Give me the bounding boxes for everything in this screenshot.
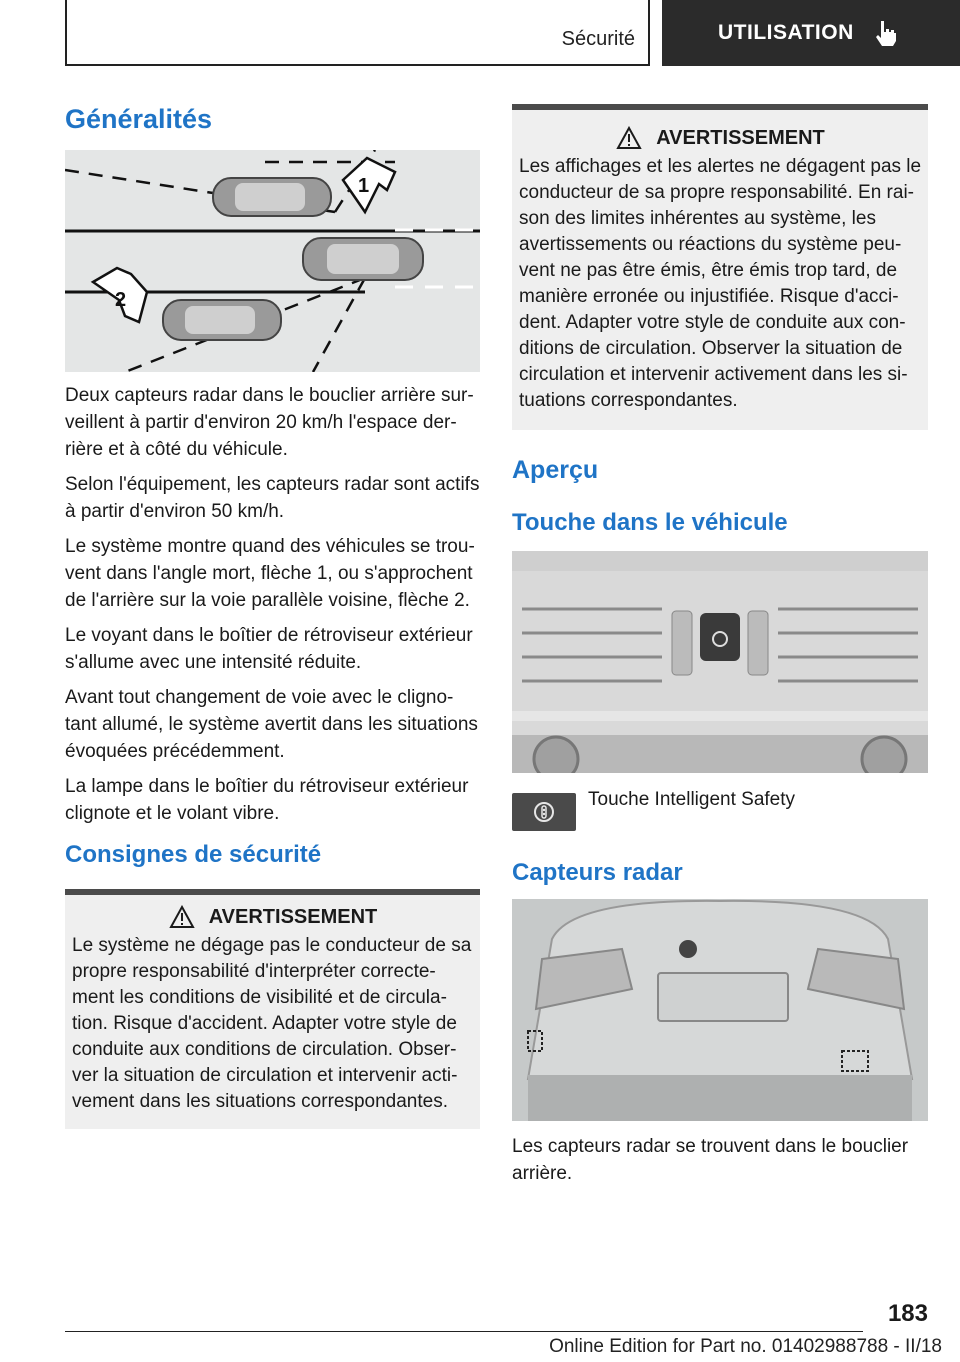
- page-number: 183: [887, 1300, 928, 1327]
- left-column: [65, 100, 480, 1129]
- car-3: [163, 300, 281, 340]
- paragraph: Avant tout changement de voie avec le cligno-tant allumé, le système avertit dans les situations évoquées précédemment.: [65, 687, 478, 762]
- warning-box: [65, 889, 480, 1129]
- dashboard-illustration: [512, 551, 928, 773]
- header-tab-label: UTILISATION: [718, 21, 854, 44]
- intelligent-safety-button: [512, 793, 576, 831]
- apercu-heading: Aperçu: [512, 456, 599, 484]
- paragraph: Le voyant dans le boîtier de rétroviseur extérieur s'allume avec une intensité réduite.: [65, 625, 473, 673]
- warning-text: Le système ne dégage pas le conducteur de sa propre responsabilité d'interpréter correcte-ment les conditions de visibilité et de circula-tion. Risque d'accident. Adapter votre style de conduite aux conditions de circulation. Obser-ver la situation de circulation et intervenir acti-vement dans les situations correspondantes.: [72, 935, 472, 1112]
- header-tab[interactable]: [662, 0, 960, 66]
- road-illustration: [65, 150, 480, 372]
- footer-edition: Online Edition for Part no. 01402988788 - II/18: [549, 1336, 942, 1357]
- radar-text: Les capteurs radar se trouvent dans le bouclier arrière.: [512, 1136, 909, 1184]
- warning-triangle-icon: [616, 126, 642, 150]
- paragraph: Selon l'équipement, les capteurs radar sont actifs à partir d'environ 50 km/h.: [65, 474, 480, 522]
- car-2: [303, 238, 423, 280]
- radar-heading: Capteurs radar: [512, 859, 683, 886]
- dashboard-photo: [512, 551, 928, 773]
- warning-title: AVERTISSEMENT: [656, 126, 825, 149]
- warning-text: Les affichages et les alertes ne dégagent pas le conducteur de sa propre responsabilité. En rai-son des limites inhérentes au système, les avertissements ou réactions du système peu-vent ne pas être émis, être émis trop tard, de manière erronée ou injustifiée. Risque d'acci-dent. Adapter votre style de conduite aux con-ditions de circulation. Observer la situation de circulation et intervenir activement dans les si-tuations correspondantes.: [519, 156, 922, 411]
- button-heading: Touche dans le véhicule: [512, 509, 788, 536]
- svg-text:1: 1: [358, 175, 370, 197]
- paragraph: La lampe dans le boîtier du rétroviseur extérieur clignote et le volant vibre.: [65, 776, 469, 824]
- header-section-title: Sécurité: [561, 28, 635, 50]
- car-1: [213, 178, 331, 216]
- svg-text:2: 2: [115, 289, 127, 311]
- warning-title: AVERTISSEMENT: [208, 905, 378, 928]
- intelligent-safety-icon: [533, 801, 555, 823]
- paragraph: Deux capteurs radar dans le bouclier arrière sur-veillent à partir d'environ 20 km/h l'espace der-rière et à côté du véhicule.: [65, 385, 474, 460]
- hand-pointer-icon: [872, 19, 898, 47]
- right-column: [512, 104, 928, 1195]
- warning-triangle-icon: [169, 905, 195, 929]
- button-caption: Touche Intelligent Safety: [588, 789, 796, 810]
- paragraph: Le système montre quand des véhicules se trou-vent dans l'angle mort, flèche 1, ou s'approchent de l'arrière sur la voie parallèle voisine, flèche 2.: [65, 536, 475, 611]
- footer-rule: [65, 1331, 863, 1332]
- car-rear-photo: [512, 899, 928, 1121]
- warning-box: [512, 104, 928, 430]
- blind-spot-diagram: [65, 150, 480, 372]
- section-title-generalites: Généralités: [65, 104, 213, 134]
- car-rear-illustration: [512, 899, 928, 1121]
- safety-heading: Consignes de sécurité: [65, 841, 322, 868]
